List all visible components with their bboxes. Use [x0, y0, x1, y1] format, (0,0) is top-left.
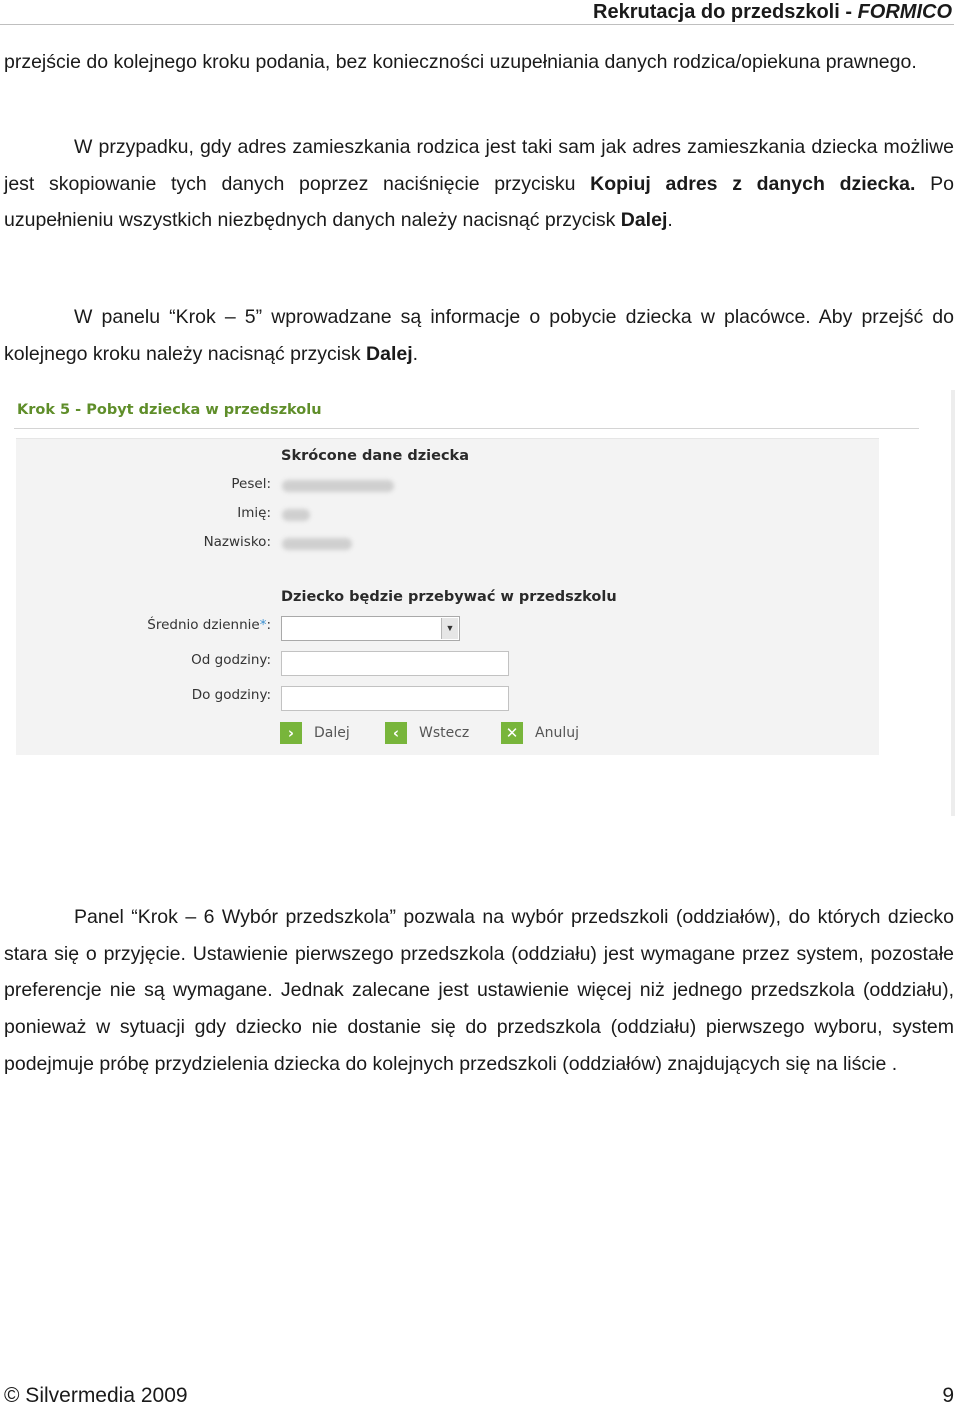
required-mark: *	[259, 617, 267, 633]
from-hour-label: Od godziny:	[191, 652, 271, 668]
paragraph-2-period: .	[667, 209, 673, 232]
step5-screenshot	[14, 390, 959, 820]
document-header-title	[593, 1, 952, 24]
chevron-right-icon: ›	[280, 722, 302, 744]
child-summary-title: Skrócone dane dziecka	[281, 448, 469, 464]
next-button-label: Dalej	[314, 725, 350, 741]
pesel-label: Pesel:	[231, 476, 271, 492]
step5-title: Krok 5 - Pobyt dziecka w przedszkolu	[17, 402, 322, 418]
last-name-label: Nazwisko:	[203, 534, 271, 550]
paragraph-3-period: .	[412, 342, 419, 365]
footer-copyright: © Silvermedia 2009	[4, 1384, 188, 1407]
paragraph-2-text-a: W przypadku, gdy adres zamieszkania rodzica jest taki sam jak adres zamieszkania dziecka możliwe jest skopiowanie tych danych poprzez naciśnięcie przycisku	[4, 136, 954, 195]
stay-info-title: Dziecko będzie przebywać w przedszkolu	[281, 589, 617, 605]
cancel-button-label: Anuluj	[535, 725, 579, 741]
chevron-down-icon[interactable]: ▼	[441, 618, 458, 639]
next-button[interactable]	[280, 722, 350, 744]
paragraph-1	[4, 44, 954, 81]
daily-average-label	[16, 617, 271, 633]
cancel-button[interactable]	[501, 722, 579, 744]
last-name-value-blurred	[282, 538, 352, 550]
daily-average-select[interactable]	[281, 616, 460, 641]
copy-address-button-reference: Kopiuj adres z danych dziecka.	[590, 172, 916, 195]
next-button-reference: Dalej	[620, 209, 668, 232]
close-icon: ✕	[501, 722, 523, 744]
header-title-prefix: Rekrutacja do przedszkoli -	[593, 1, 858, 23]
paragraph-4-text: Panel “Krok – 6 Wybór przedszkola” pozwala na wybór przedszkoli (oddziałów), do których dziecko stara się o przyjęcie. Ustawienie pierwszego przedszkola (oddziału) jest wymagane przez system, pozostałe preferencje nie są wymagane. Jednak zalecane jest ustawienie więcej niż jednego przedszkola (oddziału), ponieważ w sytuacji gdy dziecko nie dostanie się do przedszkola (oddziału) pierwszego wyboru, system podejmuje próbę przydzielenia dziecka do kolejnych przedszkoli (oddziałów) znajdujących się na liście .	[4, 906, 954, 1075]
daily-average-colon: :	[266, 617, 271, 633]
first-name-label: Imię:	[237, 505, 271, 521]
paragraph-2-text-c: Po uzupełnieniu wszystkich niezbędnych danych należy nacisnąć przycisk	[4, 172, 954, 232]
header-divider	[0, 24, 954, 25]
paragraph-4	[4, 899, 954, 1083]
daily-average-label-text: Średnio dziennie	[147, 617, 260, 633]
step5-form-panel	[16, 438, 879, 755]
to-hour-input[interactable]	[281, 686, 509, 711]
page-number: 9	[942, 1384, 954, 1407]
paragraph-1-text: przejście do kolejnego kroku podania, bez konieczności uzupełniania danych rodzica/opiekuna prawnego.	[4, 51, 917, 73]
back-button[interactable]	[385, 722, 469, 744]
paragraph-3-text-a: W panelu “Krok – 5” wprowadzane są informacje o pobycie dziecka w placówce. Aby przejść do kolejnego kroku należy nacisnąć przycisk	[4, 306, 954, 365]
screenshot-edge	[951, 390, 955, 816]
first-name-value-blurred	[282, 509, 310, 521]
header-title-brand: FORMICO	[857, 1, 952, 23]
next-button-reference-2: Dalej	[366, 342, 413, 365]
paragraph-3	[4, 299, 954, 372]
back-button-label: Wstecz	[419, 725, 470, 741]
step5-title-divider	[14, 428, 919, 429]
pesel-value-blurred	[282, 480, 394, 492]
to-hour-label: Do godziny:	[191, 687, 271, 703]
paragraph-2	[4, 129, 954, 239]
from-hour-input[interactable]	[281, 651, 509, 676]
chevron-left-icon: ‹	[385, 722, 407, 744]
